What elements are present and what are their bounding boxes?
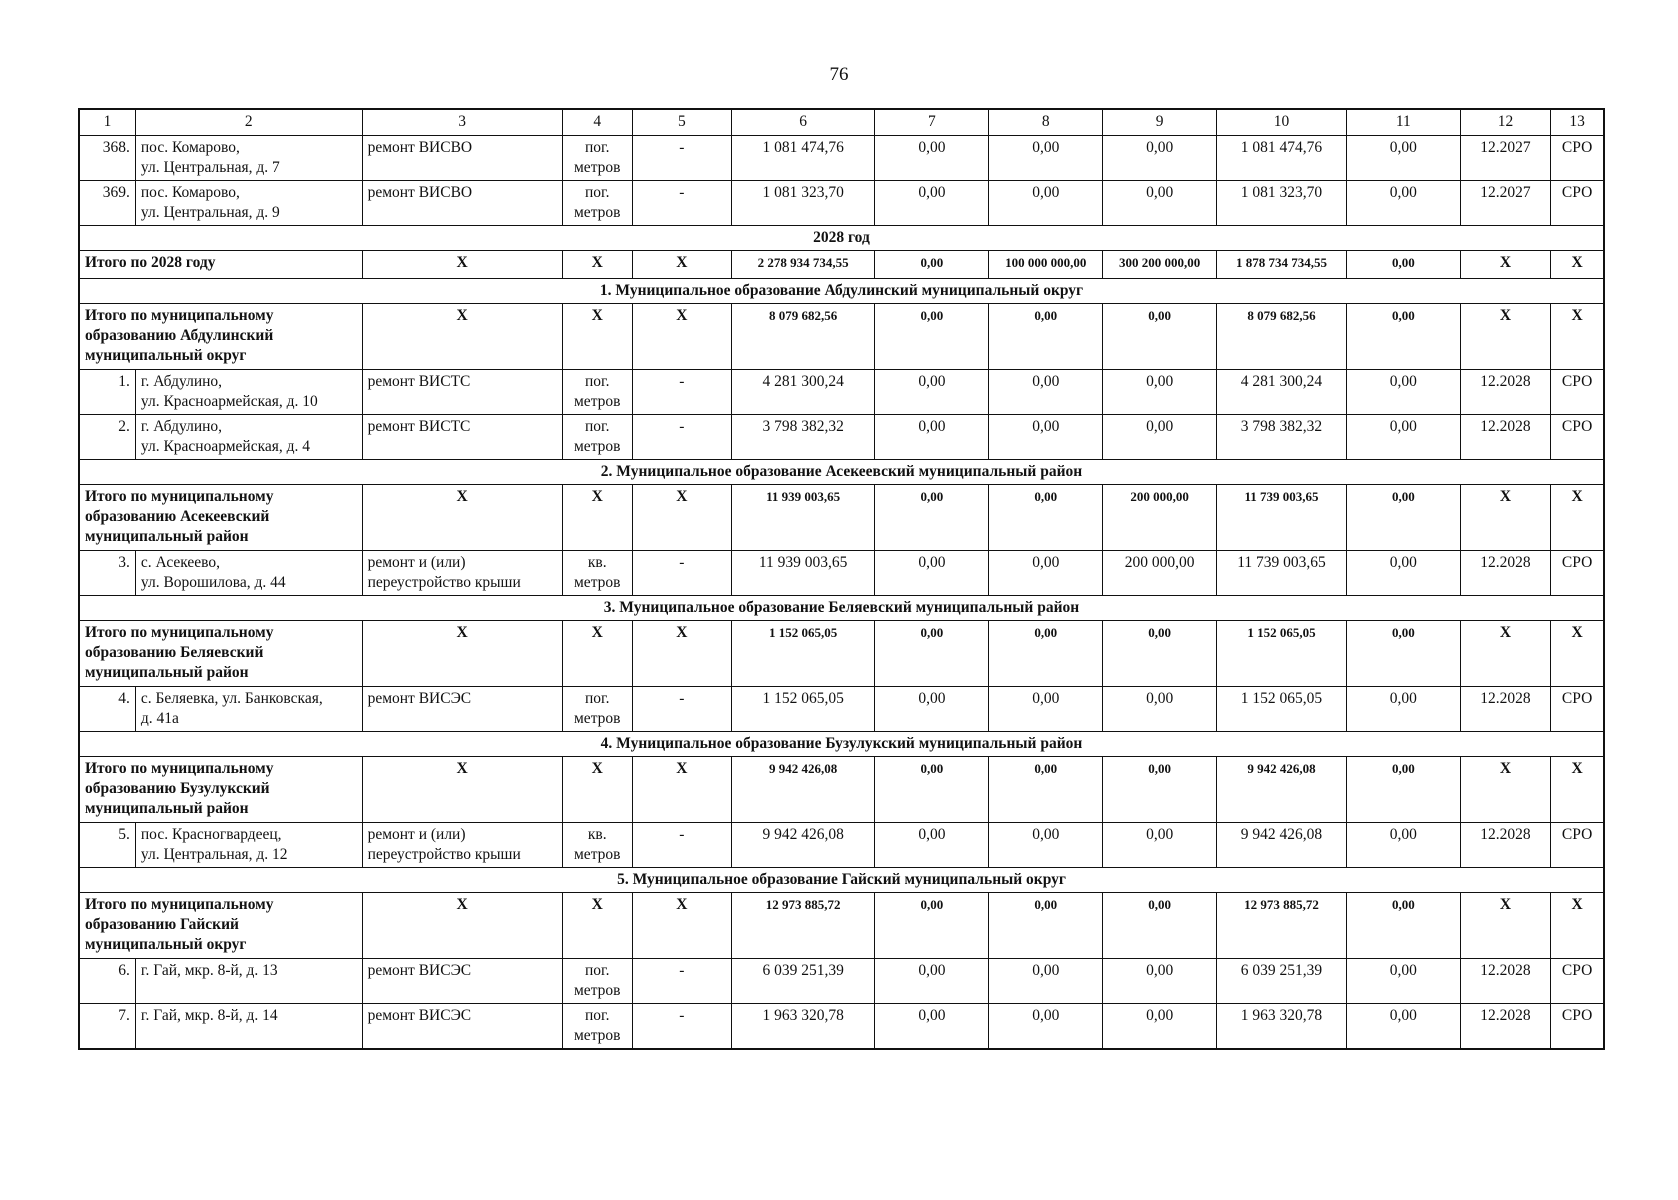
row-work-type: ремонт ВИСВО: [362, 136, 562, 181]
total-label: Итого по 2028 году: [79, 251, 362, 279]
total-col-13: X: [1551, 893, 1604, 959]
total-col-8: 100 000 000,00: [989, 251, 1103, 279]
row-unit: пог. метров: [562, 959, 632, 1004]
row-quantity: -: [632, 959, 731, 1004]
row-work-type: ремонт и (или) переустройство крыши: [362, 551, 562, 596]
row-address: пос. Красногвардеец, ул. Центральная, д. 12: [135, 823, 362, 868]
row-index: 4.: [79, 687, 135, 732]
section-heading: 3. Муниципальное образование Беляевский муниципальный район: [79, 596, 1604, 621]
total-col-13: X: [1551, 304, 1604, 370]
row-col-8: 0,00: [989, 136, 1103, 181]
row-col-8: 0,00: [989, 370, 1103, 415]
row-col-11: 0,00: [1346, 370, 1460, 415]
total-col-11: 0,00: [1346, 757, 1460, 823]
year-total-row: [79, 251, 1604, 279]
total-col-10: 11 739 003,65: [1217, 485, 1347, 551]
row-index: 369.: [79, 181, 135, 226]
row-total-cost: 4 281 300,24: [731, 370, 875, 415]
row-col-7: 0,00: [875, 823, 989, 868]
row-col-11: 0,00: [1346, 415, 1460, 460]
total-col-8: 0,00: [989, 304, 1103, 370]
total-col-13: X: [1551, 621, 1604, 687]
column-header: 10: [1217, 109, 1347, 136]
row-index: 1.: [79, 370, 135, 415]
row-col-7: 0,00: [875, 687, 989, 732]
row-quantity: -: [632, 823, 731, 868]
row-unit: кв. метров: [562, 551, 632, 596]
total-col-12: X: [1460, 485, 1550, 551]
section-total-row: [79, 485, 1604, 551]
row-index: 7.: [79, 1004, 135, 1050]
row-quantity: -: [632, 136, 731, 181]
section-heading: 1. Муниципальное образование Абдулинский муниципальный округ: [79, 279, 1604, 304]
row-col-7: 0,00: [875, 370, 989, 415]
row-col-9: 0,00: [1103, 1004, 1217, 1050]
table-row: [79, 1004, 1604, 1050]
column-header-row: [79, 109, 1604, 136]
total-col-4: X: [562, 304, 632, 370]
total-col-5: X: [632, 757, 731, 823]
row-col-9: 0,00: [1103, 687, 1217, 732]
row-total-cost: 1 152 065,05: [731, 687, 875, 732]
row-deadline: 12.2028: [1460, 415, 1550, 460]
row-col-9: 200 000,00: [1103, 551, 1217, 596]
section-heading-row: [79, 868, 1604, 893]
total-label: Итого по муниципальному образованию Асекеевский муниципальный район: [79, 485, 362, 551]
row-col-11: 0,00: [1346, 687, 1460, 732]
row-col-10: 1 081 474,76: [1217, 136, 1347, 181]
row-unit: пог. метров: [562, 415, 632, 460]
total-col-8: 0,00: [989, 485, 1103, 551]
total-label: Итого по муниципальному образованию Абдулинский муниципальный округ: [79, 304, 362, 370]
row-col-7: 0,00: [875, 136, 989, 181]
row-unit: пог. метров: [562, 136, 632, 181]
total-col-9: 0,00: [1103, 757, 1217, 823]
row-total-cost: 6 039 251,39: [731, 959, 875, 1004]
row-deadline: 12.2028: [1460, 370, 1550, 415]
section-heading-row: [79, 596, 1604, 621]
row-col-10: 6 039 251,39: [1217, 959, 1347, 1004]
row-col-9: 0,00: [1103, 136, 1217, 181]
row-quantity: -: [632, 687, 731, 732]
row-col-7: 0,00: [875, 1004, 989, 1050]
total-col-11: 0,00: [1346, 485, 1460, 551]
total-col-12: X: [1460, 621, 1550, 687]
total-label: Итого по муниципальному образованию Бузулукский муниципальный район: [79, 757, 362, 823]
row-address: пос. Комарово, ул. Центральная, д. 9: [135, 181, 362, 226]
total-col-11: 0,00: [1346, 251, 1460, 279]
section-heading: 4. Муниципальное образование Бузулукский муниципальный район: [79, 732, 1604, 757]
total-col-5: X: [632, 621, 731, 687]
row-unit: пог. метров: [562, 1004, 632, 1050]
column-header: 5: [632, 109, 731, 136]
row-total-cost: 1 963 320,78: [731, 1004, 875, 1050]
row-quantity: -: [632, 1004, 731, 1050]
section-total-row: [79, 304, 1604, 370]
row-work-type: ремонт ВИСЭС: [362, 687, 562, 732]
row-address: с. Асекеево, ул. Ворошилова, д. 44: [135, 551, 362, 596]
column-header: 11: [1346, 109, 1460, 136]
row-col-10: 11 739 003,65: [1217, 551, 1347, 596]
row-quantity: -: [632, 181, 731, 226]
row-col-7: 0,00: [875, 181, 989, 226]
section-total-row: [79, 893, 1604, 959]
row-col-8: 0,00: [989, 181, 1103, 226]
page-number: 76: [829, 64, 849, 85]
row-address: г. Гай, мкр. 8-й, д. 13: [135, 959, 362, 1004]
total-col-11: 0,00: [1346, 304, 1460, 370]
total-col-10: 1 878 734 734,55: [1217, 251, 1347, 279]
row-quantity: -: [632, 415, 731, 460]
total-col-10: 9 942 426,08: [1217, 757, 1347, 823]
row-index: 368.: [79, 136, 135, 181]
column-header: 1: [79, 109, 135, 136]
row-work-type: ремонт ВИСТС: [362, 370, 562, 415]
row-col-9: 0,00: [1103, 181, 1217, 226]
table-row: [79, 415, 1604, 460]
row-total-cost: 1 081 323,70: [731, 181, 875, 226]
row-index: 6.: [79, 959, 135, 1004]
row-work-type: ремонт и (или) переустройство крыши: [362, 823, 562, 868]
total-col-3: X: [362, 893, 562, 959]
row-index: 2.: [79, 415, 135, 460]
row-col-11: 0,00: [1346, 181, 1460, 226]
row-work-type: ремонт ВИСЭС: [362, 959, 562, 1004]
total-col-11: 0,00: [1346, 893, 1460, 959]
column-header: 7: [875, 109, 989, 136]
total-col-9: 200 000,00: [1103, 485, 1217, 551]
total-col-7: 0,00: [875, 304, 989, 370]
section-heading: 5. Муниципальное образование Гайский муниципальный округ: [79, 868, 1604, 893]
row-deadline: 12.2028: [1460, 551, 1550, 596]
total-col-5: X: [632, 251, 731, 279]
total-col-8: 0,00: [989, 893, 1103, 959]
total-cost: 8 079 682,56: [731, 304, 875, 370]
total-col-7: 0,00: [875, 893, 989, 959]
row-col-10: 3 798 382,32: [1217, 415, 1347, 460]
row-work-type: ремонт ВИСВО: [362, 181, 562, 226]
table-row: [79, 551, 1604, 596]
total-col-12: X: [1460, 251, 1550, 279]
section-heading-row: [79, 460, 1604, 485]
table-row: [79, 823, 1604, 868]
section-heading: 2. Муниципальное образование Асекеевский муниципальный район: [79, 460, 1604, 485]
total-col-10: 8 079 682,56: [1217, 304, 1347, 370]
total-col-10: 1 152 065,05: [1217, 621, 1347, 687]
total-cost: 2 278 934 734,55: [731, 251, 875, 279]
column-header: 2: [135, 109, 362, 136]
total-label: Итого по муниципальному образованию Беляевский муниципальный район: [79, 621, 362, 687]
total-col-4: X: [562, 893, 632, 959]
row-total-cost: 1 081 474,76: [731, 136, 875, 181]
row-col-11: 0,00: [1346, 1004, 1460, 1050]
total-col-8: 0,00: [989, 757, 1103, 823]
column-header: 3: [362, 109, 562, 136]
total-col-12: X: [1460, 893, 1550, 959]
year-heading-row: [79, 226, 1604, 251]
row-col-10: 9 942 426,08: [1217, 823, 1347, 868]
row-quantity: -: [632, 370, 731, 415]
row-work-type: ремонт ВИСТС: [362, 415, 562, 460]
row-method: СРО: [1551, 551, 1604, 596]
total-cost: 12 973 885,72: [731, 893, 875, 959]
total-col-12: X: [1460, 304, 1550, 370]
total-col-3: X: [362, 757, 562, 823]
row-total-cost: 11 939 003,65: [731, 551, 875, 596]
row-unit: пог. метров: [562, 370, 632, 415]
column-header: 9: [1103, 109, 1217, 136]
table-row: [79, 136, 1604, 181]
row-col-8: 0,00: [989, 415, 1103, 460]
row-col-9: 0,00: [1103, 370, 1217, 415]
row-work-type: ремонт ВИСЭС: [362, 1004, 562, 1050]
row-method: СРО: [1551, 181, 1604, 226]
total-col-4: X: [562, 251, 632, 279]
total-col-3: X: [362, 485, 562, 551]
table-body: [79, 109, 1604, 1049]
row-deadline: 12.2028: [1460, 959, 1550, 1004]
total-col-3: X: [362, 251, 562, 279]
row-deadline: 12.2028: [1460, 823, 1550, 868]
row-method: СРО: [1551, 959, 1604, 1004]
column-header: 13: [1551, 109, 1604, 136]
total-col-8: 0,00: [989, 621, 1103, 687]
total-col-3: X: [362, 304, 562, 370]
row-col-10: 1 963 320,78: [1217, 1004, 1347, 1050]
row-method: СРО: [1551, 823, 1604, 868]
table-row: [79, 370, 1604, 415]
total-col-9: 0,00: [1103, 621, 1217, 687]
row-col-11: 0,00: [1346, 823, 1460, 868]
total-col-7: 0,00: [875, 251, 989, 279]
total-col-9: 0,00: [1103, 893, 1217, 959]
row-address: с. Беляевка, ул. Банковская, д. 41а: [135, 687, 362, 732]
total-col-4: X: [562, 757, 632, 823]
row-method: СРО: [1551, 687, 1604, 732]
table-row: [79, 687, 1604, 732]
row-col-10: 1 152 065,05: [1217, 687, 1347, 732]
row-total-cost: 9 942 426,08: [731, 823, 875, 868]
capital-repair-table: [78, 108, 1605, 1050]
year-heading: 2028 год: [79, 226, 1604, 251]
row-index: 5.: [79, 823, 135, 868]
row-col-9: 0,00: [1103, 959, 1217, 1004]
total-col-3: X: [362, 621, 562, 687]
row-deadline: 12.2028: [1460, 1004, 1550, 1050]
section-heading-row: [79, 279, 1604, 304]
row-col-11: 0,00: [1346, 959, 1460, 1004]
row-deadline: 12.2028: [1460, 687, 1550, 732]
row-quantity: -: [632, 551, 731, 596]
row-unit: пог. метров: [562, 181, 632, 226]
total-col-7: 0,00: [875, 485, 989, 551]
row-col-9: 0,00: [1103, 823, 1217, 868]
total-col-4: X: [562, 485, 632, 551]
section-total-row: [79, 621, 1604, 687]
total-col-13: X: [1551, 251, 1604, 279]
row-col-8: 0,00: [989, 687, 1103, 732]
row-deadline: 12.2027: [1460, 181, 1550, 226]
row-address: г. Абдулино, ул. Красноармейская, д. 10: [135, 370, 362, 415]
row-address: г. Абдулино, ул. Красноармейская, д. 4: [135, 415, 362, 460]
row-col-7: 0,00: [875, 959, 989, 1004]
row-col-7: 0,00: [875, 415, 989, 460]
total-col-5: X: [632, 485, 731, 551]
row-col-10: 4 281 300,24: [1217, 370, 1347, 415]
table-row: [79, 181, 1604, 226]
row-method: СРО: [1551, 415, 1604, 460]
total-label: Итого по муниципальному образованию Гайский муниципальный округ: [79, 893, 362, 959]
section-total-row: [79, 757, 1604, 823]
column-header: 8: [989, 109, 1103, 136]
table-row: [79, 959, 1604, 1004]
total-col-7: 0,00: [875, 757, 989, 823]
row-col-11: 0,00: [1346, 551, 1460, 596]
column-header: 4: [562, 109, 632, 136]
total-col-9: 300 200 000,00: [1103, 251, 1217, 279]
row-col-11: 0,00: [1346, 136, 1460, 181]
total-col-5: X: [632, 304, 731, 370]
total-col-13: X: [1551, 757, 1604, 823]
total-col-4: X: [562, 621, 632, 687]
total-cost: 9 942 426,08: [731, 757, 875, 823]
total-col-9: 0,00: [1103, 304, 1217, 370]
total-cost: 1 152 065,05: [731, 621, 875, 687]
row-unit: пог. метров: [562, 687, 632, 732]
row-method: СРО: [1551, 370, 1604, 415]
row-col-10: 1 081 323,70: [1217, 181, 1347, 226]
row-col-8: 0,00: [989, 823, 1103, 868]
row-method: СРО: [1551, 1004, 1604, 1050]
section-heading-row: [79, 732, 1604, 757]
row-total-cost: 3 798 382,32: [731, 415, 875, 460]
column-header: 6: [731, 109, 875, 136]
row-col-8: 0,00: [989, 959, 1103, 1004]
row-address: пос. Комарово, ул. Центральная, д. 7: [135, 136, 362, 181]
total-col-11: 0,00: [1346, 621, 1460, 687]
row-index: 3.: [79, 551, 135, 596]
row-col-8: 0,00: [989, 1004, 1103, 1050]
row-address: г. Гай, мкр. 8-й, д. 14: [135, 1004, 362, 1050]
total-cost: 11 939 003,65: [731, 485, 875, 551]
total-col-12: X: [1460, 757, 1550, 823]
row-col-7: 0,00: [875, 551, 989, 596]
row-deadline: 12.2027: [1460, 136, 1550, 181]
total-col-5: X: [632, 893, 731, 959]
total-col-13: X: [1551, 485, 1604, 551]
row-unit: кв. метров: [562, 823, 632, 868]
column-header: 12: [1460, 109, 1550, 136]
total-col-7: 0,00: [875, 621, 989, 687]
total-col-10: 12 973 885,72: [1217, 893, 1347, 959]
row-col-9: 0,00: [1103, 415, 1217, 460]
row-col-8: 0,00: [989, 551, 1103, 596]
row-method: СРО: [1551, 136, 1604, 181]
